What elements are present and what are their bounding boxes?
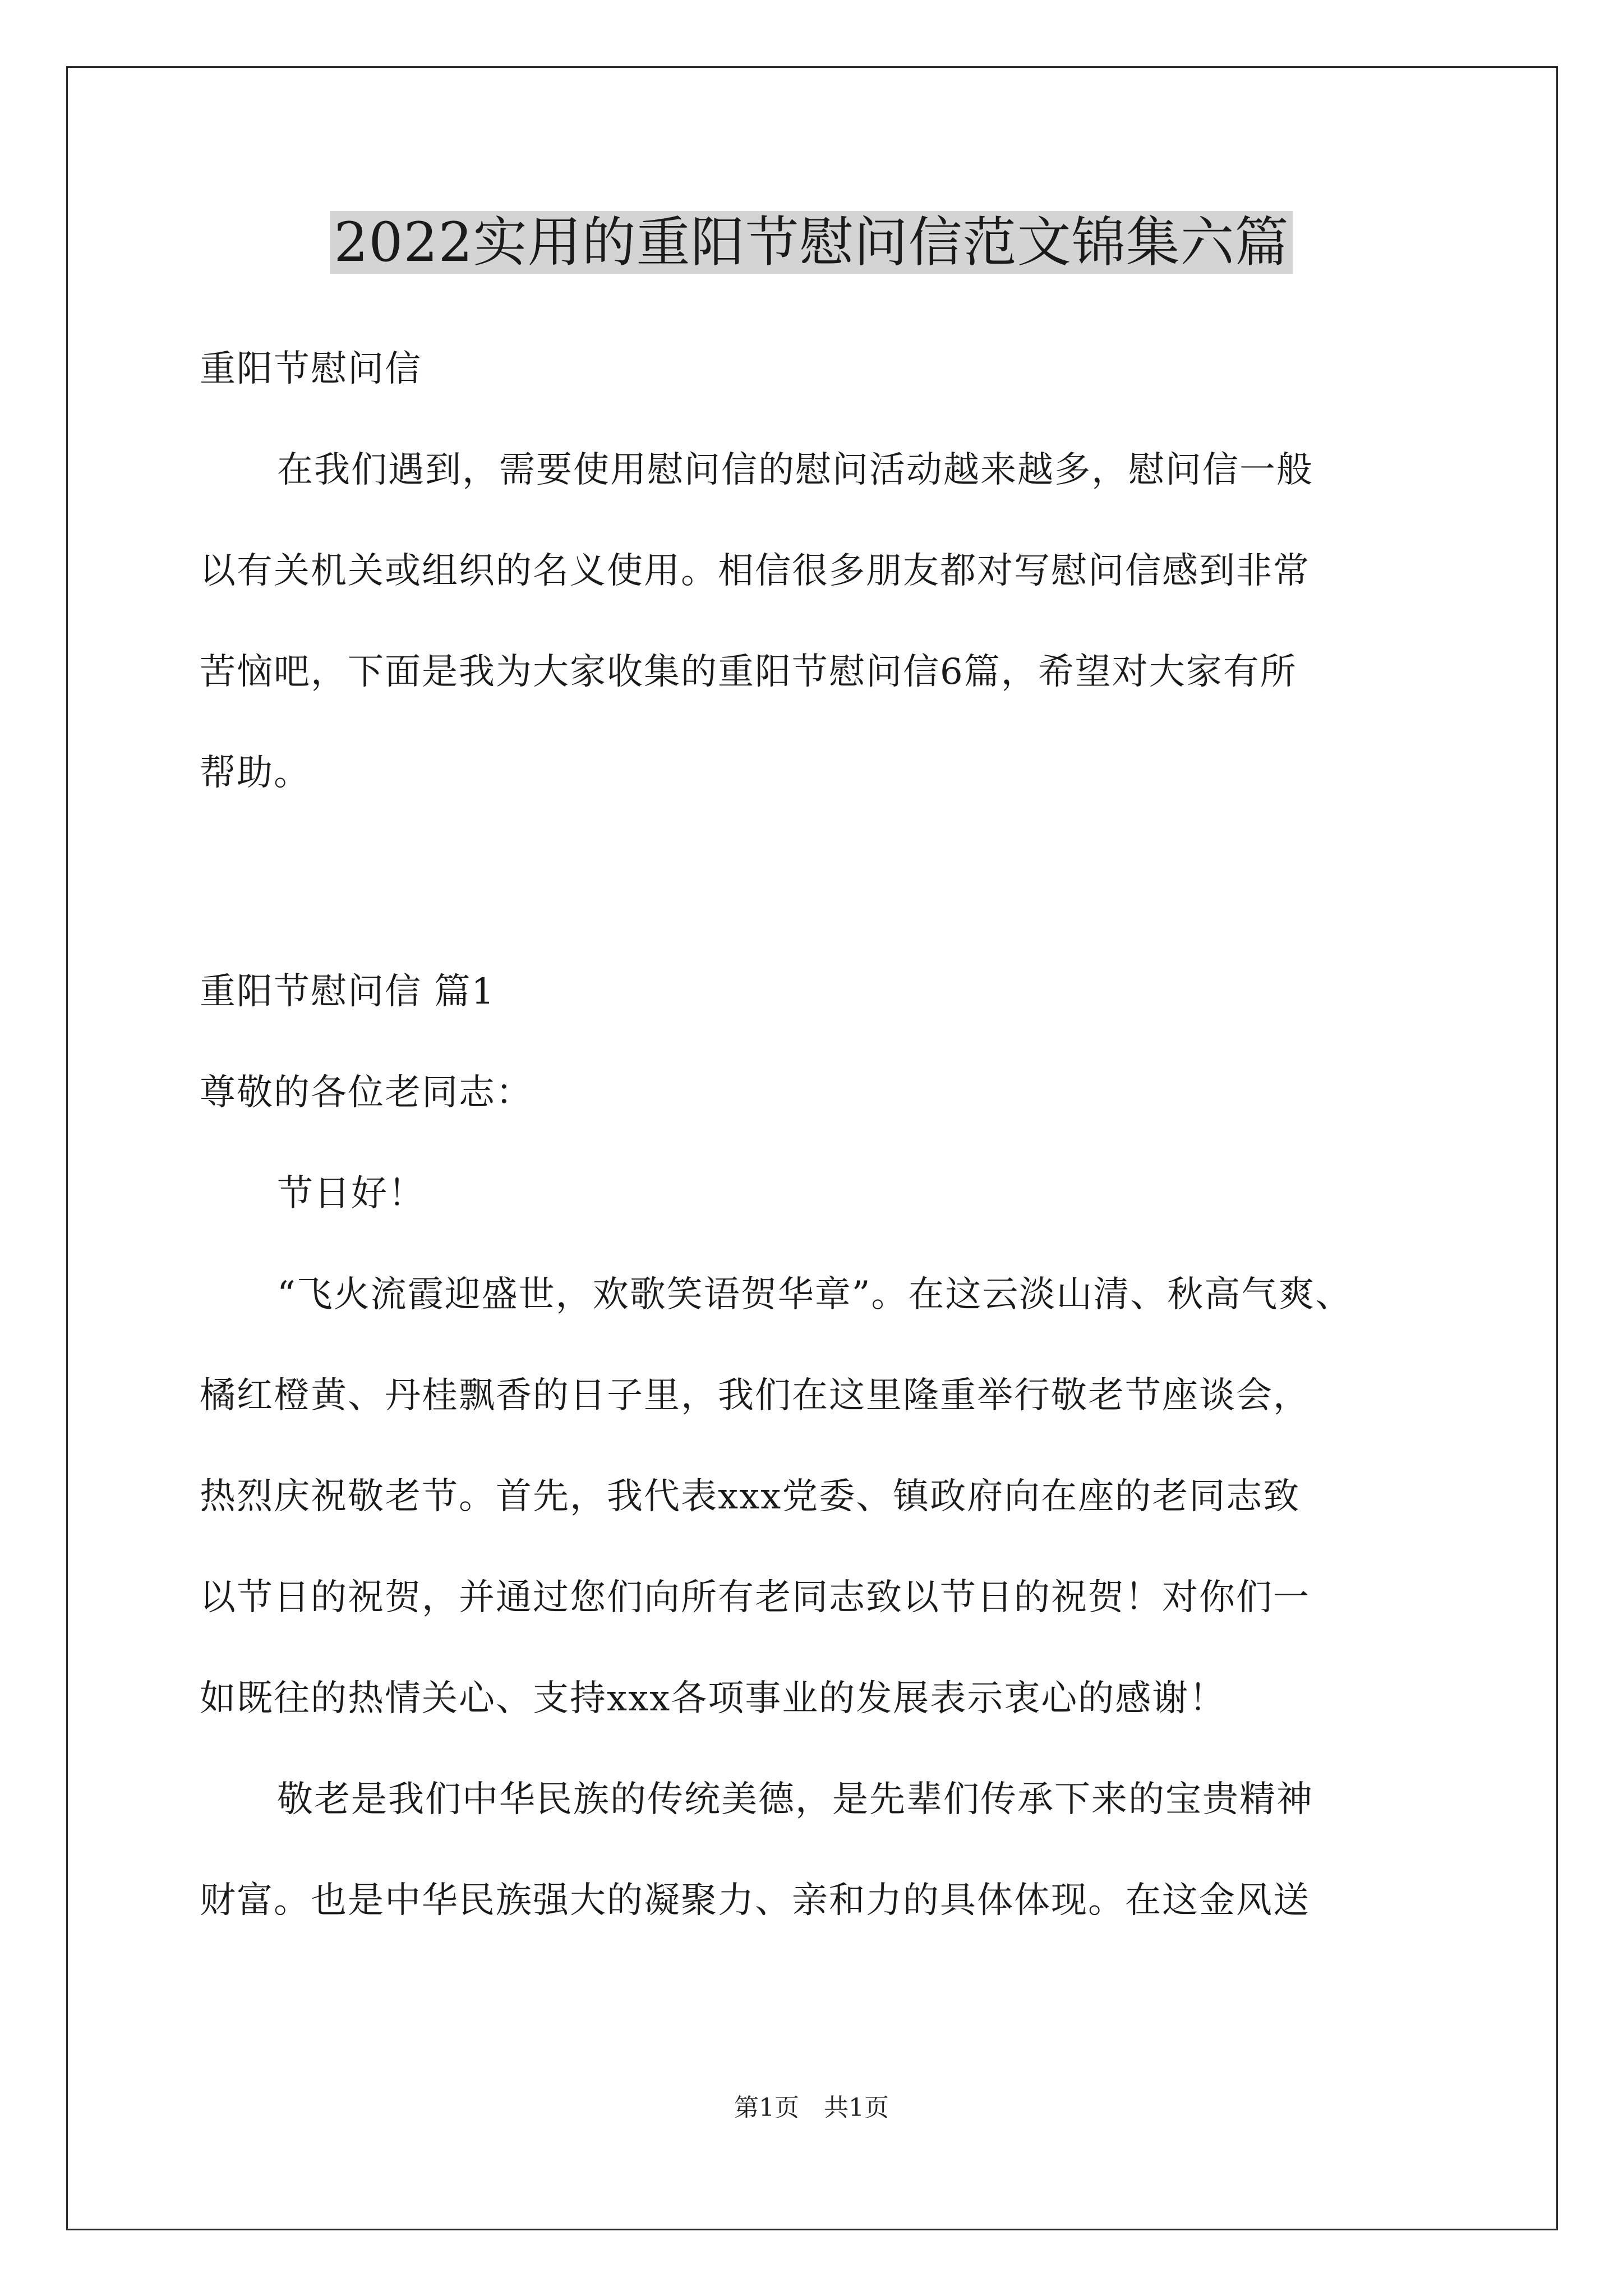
paragraph-line: 帮助。: [200, 752, 311, 794]
document-title-text: 2022实用的重阳节慰问信范文锦集六篇: [330, 211, 1292, 274]
paragraph-line: 橘红橙黄、丹桂飘香的日子里，我们在这里隆重举行敬老节座谈会，: [200, 1375, 1310, 1416]
page-footer: 第1页 共1页: [734, 2093, 889, 2122]
paragraph-line: 如既往的热情关心、支持xxx各项事业的发展表示衷心的感谢！: [200, 1678, 1227, 1719]
paragraph-line: 节日好！: [277, 1173, 425, 1214]
paragraph-line: 以有关机关或组织的名义使用。相信很多朋友都对写慰问信感到非常: [200, 550, 1310, 592]
paragraph-line: 以节日的祝贺，并通过您们向所有老同志致以节日的祝贺！对你们一: [200, 1577, 1310, 1618]
paragraph-line: 重阳节慰问信 篇1: [200, 971, 496, 1013]
paragraph-line: “飞火流霞迎盛世，欢歌笑语贺华章”。在这云淡山清、秋高气爽、: [277, 1274, 1353, 1315]
paragraph-line: 在我们遇到，需要使用慰问信的慰问活动越来越多，慰问信一般: [277, 449, 1313, 491]
paragraph-line: 热烈庆祝敬老节。首先，我代表xxx党委、镇政府向在座的老同志致: [200, 1476, 1301, 1517]
paragraph-line: 敬老是我们中华民族的传统美德，是先辈们传承下来的宝贵精神: [277, 1779, 1313, 1820]
paragraph-line: 尊敬的各位老同志：: [200, 1072, 533, 1114]
paragraph-line: 重阳节慰问信: [200, 348, 422, 390]
paragraph-line: 苦恼吧，下面是我为大家收集的重阳节慰问信6篇，希望对大家有所: [200, 651, 1297, 693]
document-title: [0, 203, 1623, 282]
paragraph-line: 财富。也是中华民族强大的凝聚力、亲和力的具体体现。在这金风送: [200, 1880, 1310, 1921]
